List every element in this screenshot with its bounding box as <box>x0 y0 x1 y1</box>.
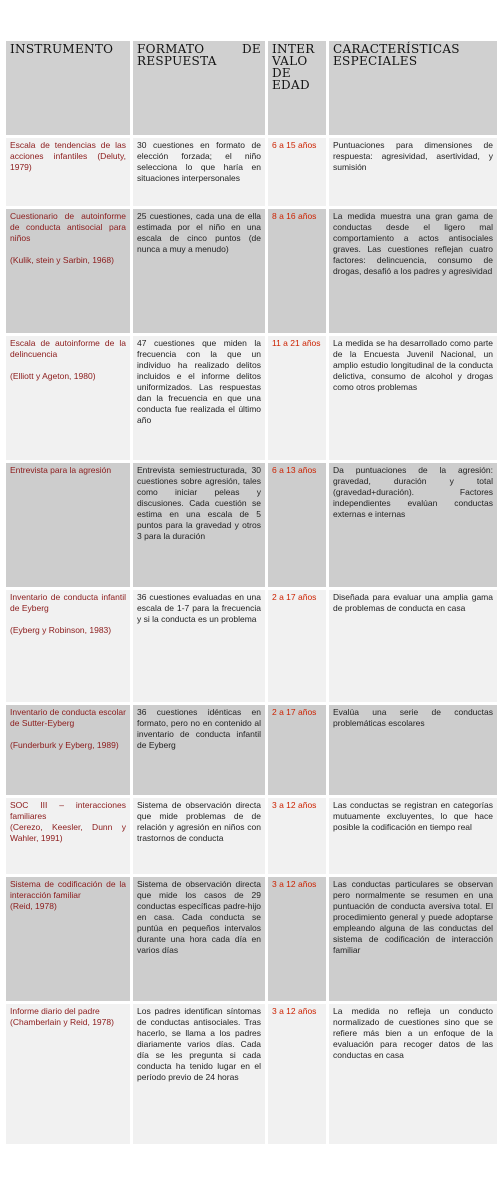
features-cell: La medida muestra una gran gama de conductas desde el ligero mal comportamiento a actos antisociales graves. Las cuestiones reflejan cuatro factores: delincuencia, consumo de drogas, desafió a los padres y agresividad <box>329 209 497 333</box>
format-cell: Sistema de observación directa que mide problemas de de relación y agresión en niños con trastornos de conducta <box>133 798 265 874</box>
features-cell: La medida se ha desarrollado como parte de la Encuesta Juvenil Nacional, un amplio estudio longitudinal de la conducta delictiva, consumo de alcohol y drogas como otros problemas <box>329 336 497 460</box>
header-formato-respuesta: FORMATO DE RESPUESTA <box>133 41 265 135</box>
instrument-cell <box>6 1004 130 1144</box>
format-cell: 47 cuestiones que miden la frecuencia con la que un individuo ha realizado delitos incluidos e el informe delitos uniformizados. Las respuestas dan la frecuencia en que una conducta fue realizada el último año <box>133 336 265 460</box>
instrument-cell <box>6 877 130 1001</box>
features-cell: Evalúa una serie de conductas problemáticas escolares <box>329 705 497 795</box>
features-cell: Diseñada para evaluar una amplia gama de problemas de conducta en casa <box>329 590 497 702</box>
age-cell: 6 a 13 años <box>268 463 326 587</box>
table-row <box>6 705 497 795</box>
instrument-name: Escala de autoinforme de la delincuencia <box>10 338 126 359</box>
features-cell: Da puntuaciones de la agresión: gravedad, duración y total (gravedad+duración). Factores independientes evalúan conductas externas e internas <box>329 463 497 587</box>
age-cell: 2 a 17 años <box>268 705 326 795</box>
instrument-name: Inventario de conducta escolar de Sutter-Eyberg <box>10 707 126 728</box>
age-cell: 3 a 12 años <box>268 1004 326 1144</box>
format-cell: Sistema de observación directa que mide los casos de 29 conductas específicas padre-hijo en casa. Cada conducta se puntúa en pequeños intervalos durante una hora cada día en varios días <box>133 877 265 1001</box>
features-cell: Las conductas particulares se observan pero normalmente se resumen en una puntuación de conducta aversiva total. El procedimiento general y puede adoptarse empleando alguna de las conductas del sistema de codificación de interacción familiar <box>329 877 497 1001</box>
age-cell: 3 a 12 años <box>268 798 326 874</box>
age-cell: 3 a 12 años <box>268 877 326 1001</box>
format-cell: Entrevista semiestructurada, 30 cuestiones sobre agresión, tales como iniciar peleas y discusiones. Cada cuestión se estima en una escala de 5 puntos para la gravedad y otros 3 para la duración <box>133 463 265 587</box>
instrument-reference: (Kulik, stein y Sarbin, 1968) <box>10 255 114 265</box>
instrument-name: Sistema de codificación de la interacción familiar <box>10 879 126 900</box>
instrument-reference: (Eyberg y Robinson, 1983) <box>10 625 112 635</box>
age-cell: 8 a 16 años <box>268 209 326 333</box>
table-row <box>6 1004 497 1144</box>
header-intervalo-edad: INTER VALO DE EDAD <box>268 41 326 135</box>
format-cell: Los padres identifican síntomas de conductas antisociales. Tras hacerlo, se llama a los padres diariamente varios días. Cada día se les pregunta si cada conducta ha tenido lugar en el período previo de 24 horas <box>133 1004 265 1144</box>
instrument-name: Informe diario del padre <box>10 1006 100 1016</box>
instrument-reference: (Chamberlain y Reid, 1978) <box>10 1017 114 1027</box>
table-row <box>6 877 497 1001</box>
instrument-name: Inventario de conducta infantil de Eyberg <box>10 592 126 613</box>
format-cell: 36 cuestiones evaluadas en una escala de 1-7 para la frecuencia y si la conducta es un problema <box>133 590 265 702</box>
format-cell: 30 cuestiones en formato de elección forzada; el niño selecciona lo que haría en situaciones interpersonales <box>133 138 265 206</box>
instrument-reference: (Deluty, 1979) <box>10 151 126 172</box>
header-caracteristicas: CARACTERÍSTICAS ESPECIALES <box>329 41 497 135</box>
instrument-cell <box>6 463 130 587</box>
table-row <box>6 590 497 702</box>
header-instrumento: INSTRUMENTO <box>6 41 130 135</box>
age-cell: 2 a 17 años <box>268 590 326 702</box>
format-cell: 36 cuestiones idénticas en formato, pero no en contenido al inventario de conducta infantil de Eyberg <box>133 705 265 795</box>
features-cell: La medida no refleja un conducto normalizado de cuestiones sino que se refiere más bien a un enfoque de la evaluación para recoger datos de las conductas en casa <box>329 1004 497 1144</box>
instrument-cell <box>6 705 130 795</box>
features-cell: Las conductas se registran en categorías mutuamente excluyentes, lo que hace posible la codificación en tiempo real <box>329 798 497 874</box>
age-cell: 11 a 21 años <box>268 336 326 460</box>
instrument-reference: (Reid, 1978) <box>10 901 57 911</box>
instrument-cell <box>6 138 130 206</box>
format-cell: 25 cuestiones, cada una de ella estimada por el niño en una escala de cinco puntos (de nunca a muy a menudo) <box>133 209 265 333</box>
table-row <box>6 798 497 874</box>
instrument-cell <box>6 798 130 874</box>
instrument-name: SOC III – interacciones familiares <box>10 800 126 821</box>
header-row <box>6 41 497 135</box>
instrument-reference: (Elliott y Ageton, 1980) <box>10 371 96 381</box>
instrument-name: Escala de tendencias de las acciones infantiles <box>10 140 126 161</box>
instrument-cell <box>6 590 130 702</box>
instrument-cell <box>6 336 130 460</box>
instrument-name: Entrevista para la agresión <box>10 465 112 475</box>
age-cell: 6 a 15 años <box>268 138 326 206</box>
table-row <box>6 336 497 460</box>
features-cell: Puntuaciones para dimensiones de respuesta: agresividad, asertividad, y sumisión <box>329 138 497 206</box>
instrument-reference: (Funderburk y Eyberg, 1989) <box>10 740 119 750</box>
table-row <box>6 463 497 587</box>
table-row <box>6 138 497 206</box>
instruments-table <box>3 38 500 1147</box>
instrument-name: Cuestionario de autoinforme de conducta antisocial para niños <box>10 211 126 243</box>
table-row <box>6 209 497 333</box>
instrument-cell <box>6 209 130 333</box>
instrument-reference: (Cerezo, Keesler, Dunn y Wahler, 1991) <box>10 822 126 843</box>
